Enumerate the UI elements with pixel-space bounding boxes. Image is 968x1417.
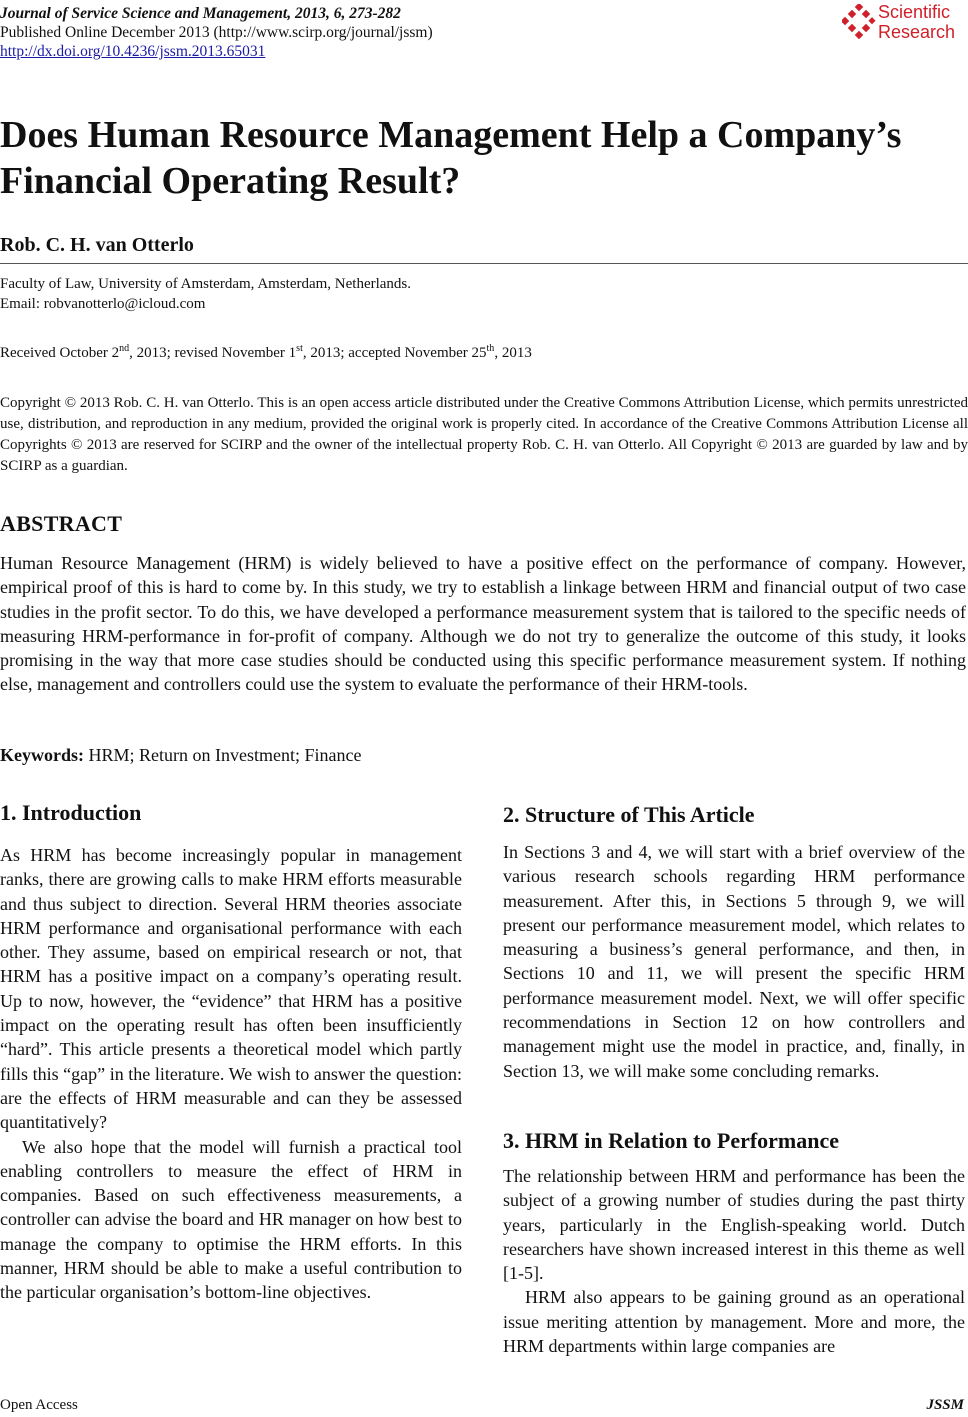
abstract-text: Human Resource Management (HRM) is widely believed to have a positive effect on the performance of company. However, empirical proof of this is hard to come by. In this study, we try to establish a linkage between HRM and financial output of two case studies in the profit sector. To do this, we have developed a performance measurement system that is tailored to the specific needs of measuring HRM-performance in for-profit of company. Although we do not try to generalize the outcome of this study, it looks promising in the way that more case studies should be conducted using this specific performance measurement system. If nothing else, management and controllers could use the system to evaluate the performance of their HRM-tools. bbox=[0, 553, 966, 695]
footer-open-access: Open Access bbox=[0, 1397, 78, 1413]
section-1-paragraph-2: We also hope that the model will furnish a practical tool enabling controllers to measure the effect of HRM in companies. Based on such effectiveness measurements, a controller can advise the board and HR manager on how best to manage the company to optimise the HRM efforts. In this manner, HRM should be able to make a useful contribution to the particular organisation’s bottom-line objectives. bbox=[0, 1136, 462, 1303]
abstract-heading: ABSTRACT bbox=[0, 511, 123, 536]
section-3-body bbox=[503, 1164, 965, 1358]
publisher-logo bbox=[842, 2, 962, 46]
journal-title: Journal of Service Science and Management bbox=[0, 5, 288, 22]
article-title: Does Human Resource Management Help a Company’s Financial Operating Result? bbox=[0, 114, 902, 202]
section-3-paragraph-2: HRM also appears to be gaining ground as an operational issue meriting attention by management. More and more, the HRM departments within large companies are bbox=[503, 1287, 965, 1357]
section-2-heading: 2. Structure of This Article bbox=[503, 802, 755, 827]
section-2-body bbox=[503, 840, 965, 1083]
logo-line-2: Research bbox=[878, 22, 956, 42]
copyright-notice: Copyright © 2013 Rob. C. H. van Otterlo. This is an open access article distributed under the Creative Commons Attribution License, which permits unrestricted use, distribution, and reproduction in any medium, provided the original work is properly cited. In accordance of the Creative Commons Attribution License all Copyrights © 2013 are reserved for SCIRP and the owner of the intellectual property Rob. C. H. van Otterlo. All Copyright © 2013 are guarded by law and by SCIRP as a guardian. bbox=[0, 395, 968, 474]
section-1-paragraph-1: As HRM has become increasingly popular in management ranks, there are growing calls to make HRM efforts measurable and thus subject to direction. Several HRM theories associate HRM performance and organisational performance with each other. They assume, based on empirical research or not, that HRM has a positive impact on a company’s operating result. Up to now, however, the “evidence” that HRM has a positive impact on the operating result has often been insufficiently “hard”. This article presents a theoretical model which partly fills this “gap” in the literature. We wish to answer the question: are the effects of HRM measurable and can they be assessed quantitatively? bbox=[0, 845, 462, 1133]
affiliation: Faculty of Law, University of Amsterdam, Amsterdam, Netherlands. bbox=[0, 276, 412, 292]
received-dates: Received October 2nd, 2013; revised November 1st, 2013; accepted November 25th, 2013 bbox=[0, 343, 532, 361]
scientific-research-logo-icon bbox=[842, 4, 876, 40]
logo-line-1: Scientific bbox=[878, 2, 951, 22]
author-name: Rob. C. H. van Otterlo bbox=[0, 234, 194, 256]
journal-issue: , 2013, 6, 273-282 bbox=[287, 5, 401, 22]
title-divider bbox=[0, 263, 968, 264]
section-1-body bbox=[0, 843, 462, 1305]
section-2-paragraph-1: In Sections 3 and 4, we will start with a brief overview of the various research schools regarding HRM performance measurement. After this, in Sections 5 through 9, we will present our performance measurement model, which relates to measuring a business’s general performance, and then, in Sections 10 and 11, we will present the specific HRM performance measurement model. Next, we will offer specific recommendations in Section 12 on how controllers and management might use the model in practice, and, finally, in Section 13, we will make some concluding remarks. bbox=[503, 842, 965, 1081]
footer-journal-abbrev: JSSM bbox=[926, 1397, 964, 1413]
section-3-paragraph-1: The relationship between HRM and performance has been the subject of a growing number of studies during the past thirty years, particularly in the English-speaking world. Dutch researchers have shown increased interest in this theme as well [1-5]. bbox=[503, 1166, 965, 1284]
email: Email: robvanotterlo@icloud.com bbox=[0, 296, 206, 312]
keywords-list: HRM; Return on Investment; Finance bbox=[84, 745, 362, 765]
journal-citation bbox=[0, 4, 401, 23]
section-3-heading: 3. HRM in Relation to Performance bbox=[503, 1128, 840, 1153]
keywords bbox=[0, 745, 361, 766]
keywords-label: Keywords: bbox=[0, 745, 84, 765]
doi-link[interactable]: http://dx.doi.org/10.4236/jssm.2013.65031 bbox=[0, 43, 266, 60]
section-1-heading: 1. Introduction bbox=[0, 800, 142, 825]
published-online: Published Online December 2013 (http://www.scirp.org/journal/jssm) bbox=[0, 24, 433, 41]
